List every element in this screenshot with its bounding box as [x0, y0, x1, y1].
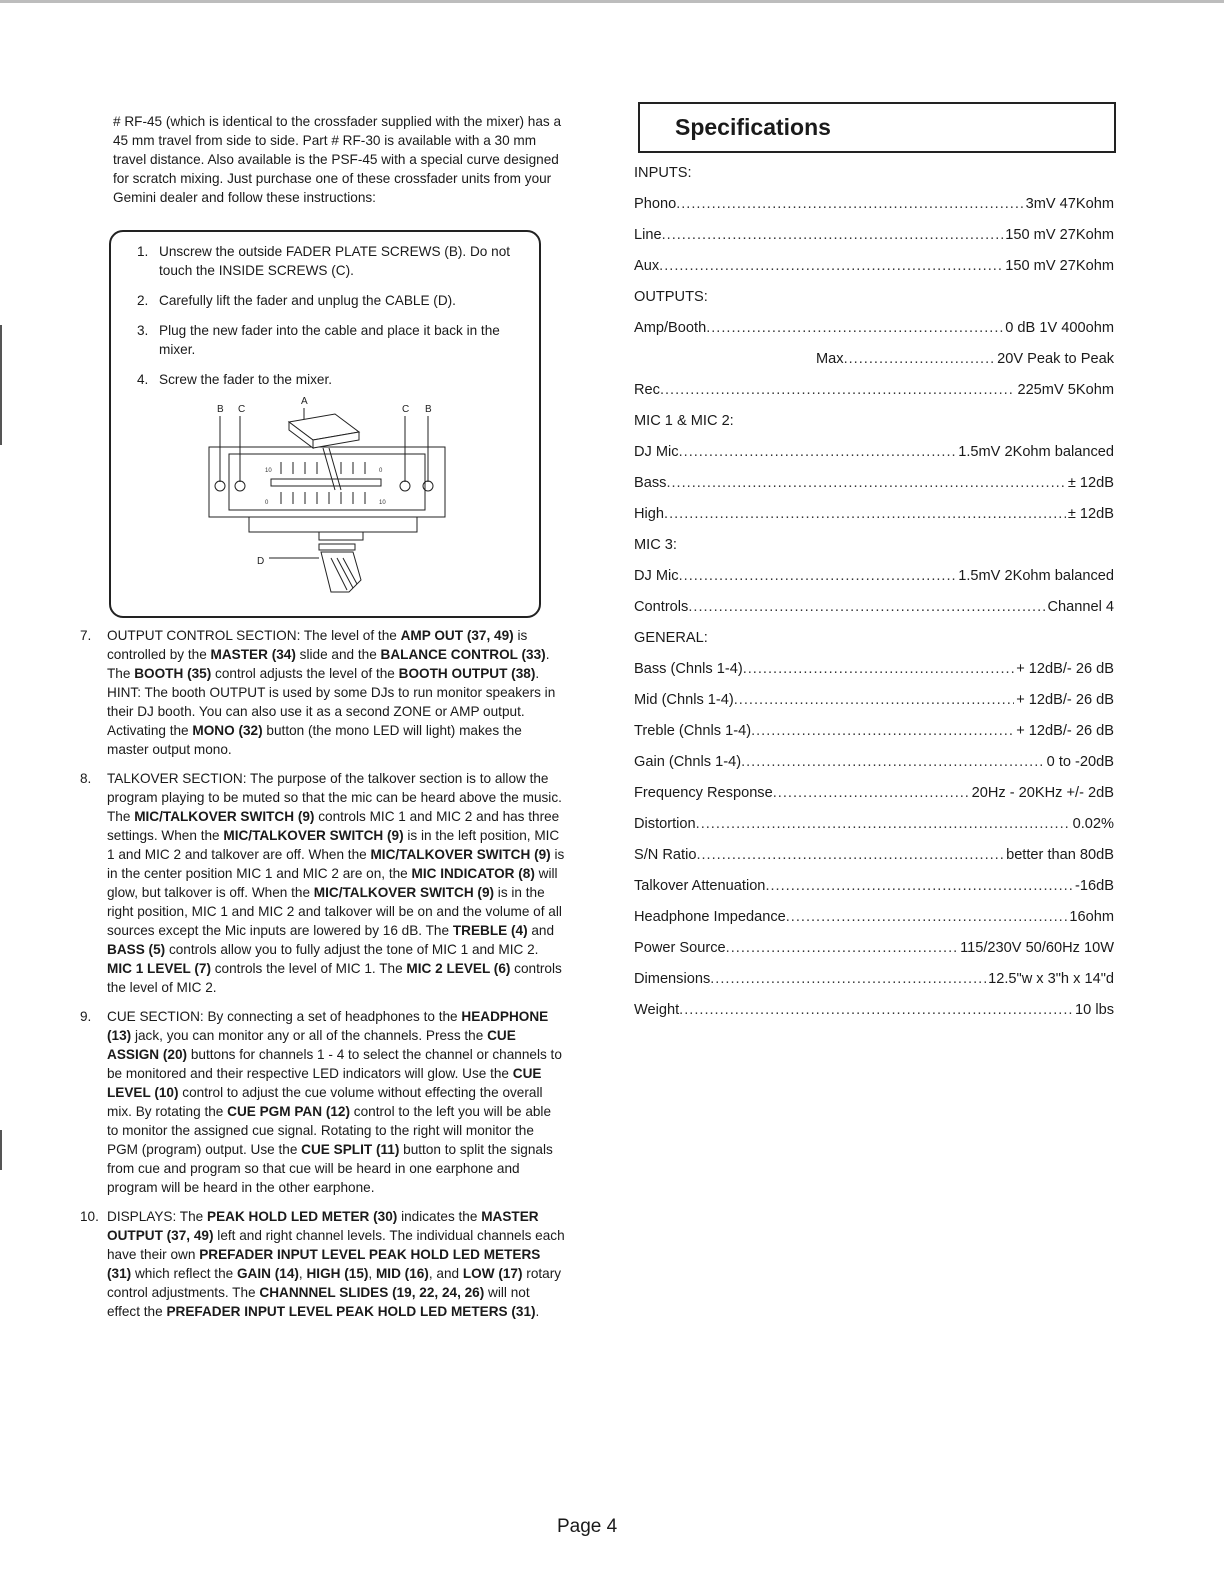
page-number: Page 4 [557, 1516, 618, 1537]
control-reference: PREFADER INPUT LEVEL PEAK HOLD LED METERS (31) [107, 1247, 541, 1281]
spec-label: Line [634, 227, 662, 243]
spec-value: 115/230V 50/60Hz 10W [960, 940, 1114, 956]
text-run: will not effect the [107, 1285, 530, 1319]
instruction-step [137, 370, 517, 389]
specifications-list [634, 158, 1114, 1026]
dot-leader [696, 840, 1004, 871]
dot-leader [710, 964, 986, 995]
dot-leader [786, 902, 1068, 933]
label-c-left: C [238, 404, 246, 415]
spec-row [634, 499, 1114, 530]
spec-label: Weight [634, 1002, 680, 1018]
dot-leader [743, 654, 1015, 685]
spec-label: Aux [634, 258, 660, 274]
spec-value: Channel 4 [1047, 599, 1114, 615]
text-run: is in the left position, MIC 1 and MIC 2 and talkover are off. When the [107, 828, 560, 862]
label-b-left: B [217, 404, 224, 415]
text-run: is in the center position MIC 1 and MIC 2 are on, the [107, 847, 565, 881]
section-text [107, 1207, 566, 1321]
spec-value: ± 12dB [1067, 506, 1114, 522]
text-run: control to the left you will be able to monitor the assigned cue signal. Rotating to the right will monitor the PGM (program) output. Use the [107, 1104, 552, 1157]
text-run: controls the level of MIC 1. The [210, 961, 407, 976]
step-number: 2. [137, 293, 149, 308]
spec-row [634, 964, 1114, 995]
dot-leader [696, 809, 1071, 840]
spec-row [634, 437, 1114, 468]
spec-label: Distortion [634, 816, 696, 832]
label-a: A [301, 396, 308, 407]
dot-leader [751, 716, 1014, 747]
section-text [107, 769, 566, 997]
control-reference: PEAK HOLD LED METER (30) [207, 1209, 398, 1224]
scan-top-edge [0, 0, 1224, 3]
spec-label: Dimensions [634, 971, 711, 987]
label-b-right: B [425, 404, 432, 415]
control-reference: CUE SPLIT (11) [301, 1142, 400, 1157]
section-text [107, 1007, 566, 1197]
spec-value: + 12dB/- 26 dB [1016, 692, 1114, 708]
step-number: 1. [137, 244, 149, 259]
spec-label: DJ Mic [634, 568, 679, 584]
spec-label: Amp/Booth [634, 320, 707, 336]
text-run: buttons for channels 1 - 4 to select the channel or channels to be monitored and their respective LED indicators will glow. Use the [107, 1047, 562, 1081]
section-item [80, 626, 566, 759]
spec-label: Frequency Response [634, 785, 773, 801]
text-run: controls the level of MIC 2. [107, 961, 562, 995]
control-reference: TREBLE (4) [452, 923, 528, 938]
control-reference: MIC/TALKOVER SWITCH (9) [134, 809, 315, 824]
text-run: jack, you can monitor any or all of the channels. Press the [131, 1028, 488, 1043]
spec-value: + 12dB/- 26 dB [1016, 723, 1114, 739]
text-run: . HINT: The booth OUTPUT is used by some DJs to run monitor speakers in their DJ booth. You can also use it as a second ZONE or AMP output. Activating the [107, 666, 556, 738]
dot-leader [664, 499, 1066, 530]
control-reference: MIC/TALKOVER SWITCH (9) [313, 885, 495, 900]
text-run: rotary control adjustments. The [107, 1266, 562, 1300]
step-text: Carefully lift the fader and unplug the CABLE (D). [159, 293, 456, 308]
spec-label: Rec [634, 382, 660, 398]
spec-label: Treble (Chnls 1-4) [634, 723, 752, 739]
dot-leader [688, 592, 1045, 623]
scale-top-left: 10 [265, 468, 272, 474]
control-reference: BALANCE CONTROL (33) [380, 647, 546, 662]
text-run: indicates the [397, 1209, 482, 1224]
dot-leader [741, 747, 1045, 778]
spec-row [634, 251, 1114, 282]
spec-row [634, 468, 1114, 499]
spec-label: Bass [634, 475, 667, 491]
scan-mark [0, 325, 2, 445]
spec-label: Phono [634, 196, 677, 212]
step-text: Plug the new fader into the cable and place it back in the mixer. [159, 323, 500, 357]
scale-top-right: 0 [379, 468, 383, 474]
control-reference: MASTER (34) [210, 647, 296, 662]
control-reference: BASS (5) [107, 942, 166, 957]
control-reference: CUE ASSIGN (20) [107, 1028, 516, 1062]
control-reference: HIGH (15) [306, 1266, 369, 1281]
spec-group-header: MIC 1 & MIC 2: [634, 413, 734, 429]
dot-leader [666, 468, 1065, 499]
text-run: control to adjust the cue volume without effecting the overall mix. By rotating the [107, 1085, 543, 1119]
text-run: is in the right position, MIC 1 and MIC 2 and talkover will be on and the volume of all sources except the Mic inputs are lowered by 16 dB. The [107, 885, 562, 938]
spec-value: -16dB [1075, 878, 1114, 894]
text-run: and [527, 923, 555, 938]
section-number: 8. [80, 771, 92, 786]
spec-value: 16ohm [1069, 909, 1114, 925]
spec-row [634, 592, 1114, 623]
label-c-right: C [402, 404, 410, 415]
instruction-steps [137, 242, 517, 400]
dot-leader [844, 344, 996, 375]
text-run: controls allow you to fully adjust the tone of MIC 1 and MIC 2. [165, 942, 539, 957]
text-run: left and right channel levels. The individual channels each have their own [107, 1228, 565, 1262]
text-run: . [535, 1304, 540, 1319]
spec-row [634, 995, 1114, 1026]
section-number: 7. [80, 628, 92, 643]
spec-value: ± 12dB [1067, 475, 1114, 491]
spec-value: + 12dB/- 26 dB [1016, 661, 1114, 677]
step-number: 4. [137, 372, 149, 387]
control-reference: MIC 2 LEVEL (6) [406, 961, 511, 976]
spec-value: 150 mV 27Kohm [1005, 258, 1114, 274]
text-run: which reflect the [131, 1266, 237, 1281]
control-reference: GAIN (14) [236, 1266, 299, 1281]
spec-label: Gain (Chnls 1-4) [634, 754, 742, 770]
text-run: TALKOVER SECTION: The purpose of the talkover section is to allow the program playing to be muted so that the mic can be heard above the music. The [107, 771, 562, 824]
control-reference: HEADPHONE (13) [107, 1009, 549, 1043]
intro-paragraph: # RF-45 (which is identical to the crossfader supplied with the mixer) has a 45 mm travel from side to side. Part # RF-30 is available with a 30 mm travel distance. Also available is the PSF-45 with a special curve designed for scratch mixing. Just purchase one of these crossfader units from your Gemini dealer and follow these instructions: [113, 114, 562, 205]
spec-row [634, 778, 1114, 809]
text-run: button to split the signals from cue and program so that cue will be heard in one earphone and program will be heard in the other earphone. [107, 1142, 553, 1195]
control-reference: MIC/TALKOVER SWITCH (9) [370, 847, 551, 862]
text-run: DISPLAYS: The [107, 1209, 207, 1224]
spec-value: 1.5mV 2Kohm balanced [958, 444, 1114, 460]
spec-label: Max [816, 351, 844, 367]
text-run: is controlled by the [107, 628, 528, 662]
spec-row [634, 809, 1114, 840]
dot-leader [773, 778, 970, 809]
section-number: 10. [80, 1209, 99, 1224]
dot-leader [659, 251, 1003, 282]
spec-group-header: MIC 3: [634, 537, 677, 553]
spec-value: 20Hz - 20KHz +/- 2dB [971, 785, 1114, 801]
control-reference: CUE PGM PAN (12) [227, 1104, 351, 1119]
spec-value: 10 lbs [1075, 1002, 1114, 1018]
spec-row [634, 654, 1114, 685]
spec-row [634, 933, 1114, 964]
spec-row [634, 189, 1114, 220]
spec-label: Controls [634, 599, 689, 615]
text-run: , [368, 1266, 376, 1281]
spec-value: 225mV 5Kohm [1017, 382, 1114, 398]
spec-value: 1.5mV 2Kohm balanced [958, 568, 1114, 584]
scale-bottom-left: 0 [265, 500, 269, 506]
step-text: Unscrew the outside FADER PLATE SCREWS (B). Do not touch the INSIDE SCREWS (C). [159, 244, 511, 278]
dot-leader [726, 933, 958, 964]
text-run: control adjusts the level of the [211, 666, 399, 681]
spec-value: 0 to -20dB [1046, 754, 1114, 770]
control-reference: MIC INDICATOR (8) [411, 866, 535, 881]
text-run: slide and the [295, 647, 381, 662]
control-reference: CUE LEVEL (10) [107, 1066, 542, 1100]
spec-value: 150 mV 27Kohm [1005, 227, 1114, 243]
dot-leader [679, 437, 957, 468]
spec-value: 3mV 47Kohm [1025, 196, 1114, 212]
control-reference: MASTER OUTPUT (37, 49) [107, 1209, 539, 1243]
spec-row [634, 561, 1114, 592]
spec-row [634, 220, 1114, 251]
text-run: will glow, but talkover is off. When the [107, 866, 558, 900]
control-reference: MIC/TALKOVER SWITCH (9) [223, 828, 404, 843]
spec-row [634, 313, 1114, 344]
crossfader-diagram [203, 392, 463, 607]
instruction-step [137, 291, 517, 310]
instruction-step [137, 321, 517, 359]
spec-row [634, 685, 1114, 716]
section-number: 9. [80, 1009, 92, 1024]
control-reference: MID (16) [375, 1266, 429, 1281]
text-run: OUTPUT CONTROL SECTION: The level of the [107, 628, 401, 643]
spec-label: Headphone Impedance [634, 909, 786, 925]
text-run: button (the mono LED will light) makes the master output mono. [107, 723, 522, 757]
step-number: 3. [137, 323, 149, 338]
spec-value: better than 80dB [1006, 847, 1114, 863]
control-reference: PREFADER INPUT LEVEL PEAK HOLD LED METERS (31) [166, 1304, 536, 1319]
spec-value: 0 dB 1V 400ohm [1005, 320, 1114, 336]
dot-leader [765, 871, 1073, 902]
spec-row [634, 747, 1114, 778]
spec-row [634, 716, 1114, 747]
specifications-title: Specifications [675, 114, 831, 140]
dot-leader [660, 375, 1016, 406]
dot-leader [734, 685, 1014, 716]
spec-value: 0.02% [1072, 816, 1114, 832]
instruction-step [137, 242, 517, 280]
specifications-header-box [638, 102, 1116, 153]
spec-group-header: OUTPUTS: [634, 289, 708, 305]
spec-group-header: GENERAL: [634, 630, 708, 646]
instructions-box [109, 230, 541, 618]
text-run: , [298, 1266, 307, 1281]
label-d: D [257, 556, 265, 567]
control-reference: AMP OUT (37, 49) [400, 628, 514, 643]
spec-row [634, 871, 1114, 902]
spec-row [634, 375, 1114, 406]
step-text: Screw the fader to the mixer. [159, 372, 333, 387]
dot-leader [679, 561, 957, 592]
spec-label: Power Source [634, 940, 726, 956]
spec-label: DJ Mic [634, 444, 679, 460]
spec-row [634, 840, 1114, 871]
text-run: CUE SECTION: By connecting a set of headphones to the [107, 1009, 462, 1024]
spec-label: Bass (Chnls 1-4) [634, 661, 743, 677]
scan-mark [0, 1130, 2, 1170]
spec-group-header: INPUTS: [634, 165, 692, 181]
spec-label: S/N Ratio [634, 847, 697, 863]
dot-leader [662, 220, 1004, 251]
spec-value: 12.5"w x 3"h x 14"d [988, 971, 1114, 987]
control-reference: BOOTH OUTPUT (38) [398, 666, 536, 681]
control-reference: MONO (32) [192, 723, 263, 738]
text-run: , and [428, 1266, 463, 1281]
spec-row [634, 902, 1114, 933]
dot-leader [706, 313, 1003, 344]
text-run: . The [107, 647, 550, 681]
spec-value: 20V Peak to Peak [997, 351, 1114, 367]
control-reference: LOW (17) [462, 1266, 523, 1281]
control-reference: MIC 1 LEVEL (7) [107, 961, 211, 976]
control-reference: BOOTH (35) [134, 666, 212, 681]
section-item [80, 1007, 566, 1197]
scale-bottom-right: 10 [379, 500, 386, 506]
spec-label: Talkover Attenuation [634, 878, 766, 894]
control-reference: CHANNNEL SLIDES (19, 22, 24, 26) [259, 1285, 485, 1300]
spec-row [634, 344, 1114, 375]
section-item [80, 1207, 566, 1321]
section-item [80, 769, 566, 997]
dot-leader [679, 995, 1073, 1026]
numbered-sections [80, 626, 566, 1331]
dot-leader [676, 189, 1023, 220]
text-run: controls MIC 1 and MIC 2 and has three settings. When the [107, 809, 560, 843]
spec-label: High [634, 506, 665, 522]
section-text [107, 626, 566, 759]
spec-label: Mid (Chnls 1-4) [634, 692, 734, 708]
